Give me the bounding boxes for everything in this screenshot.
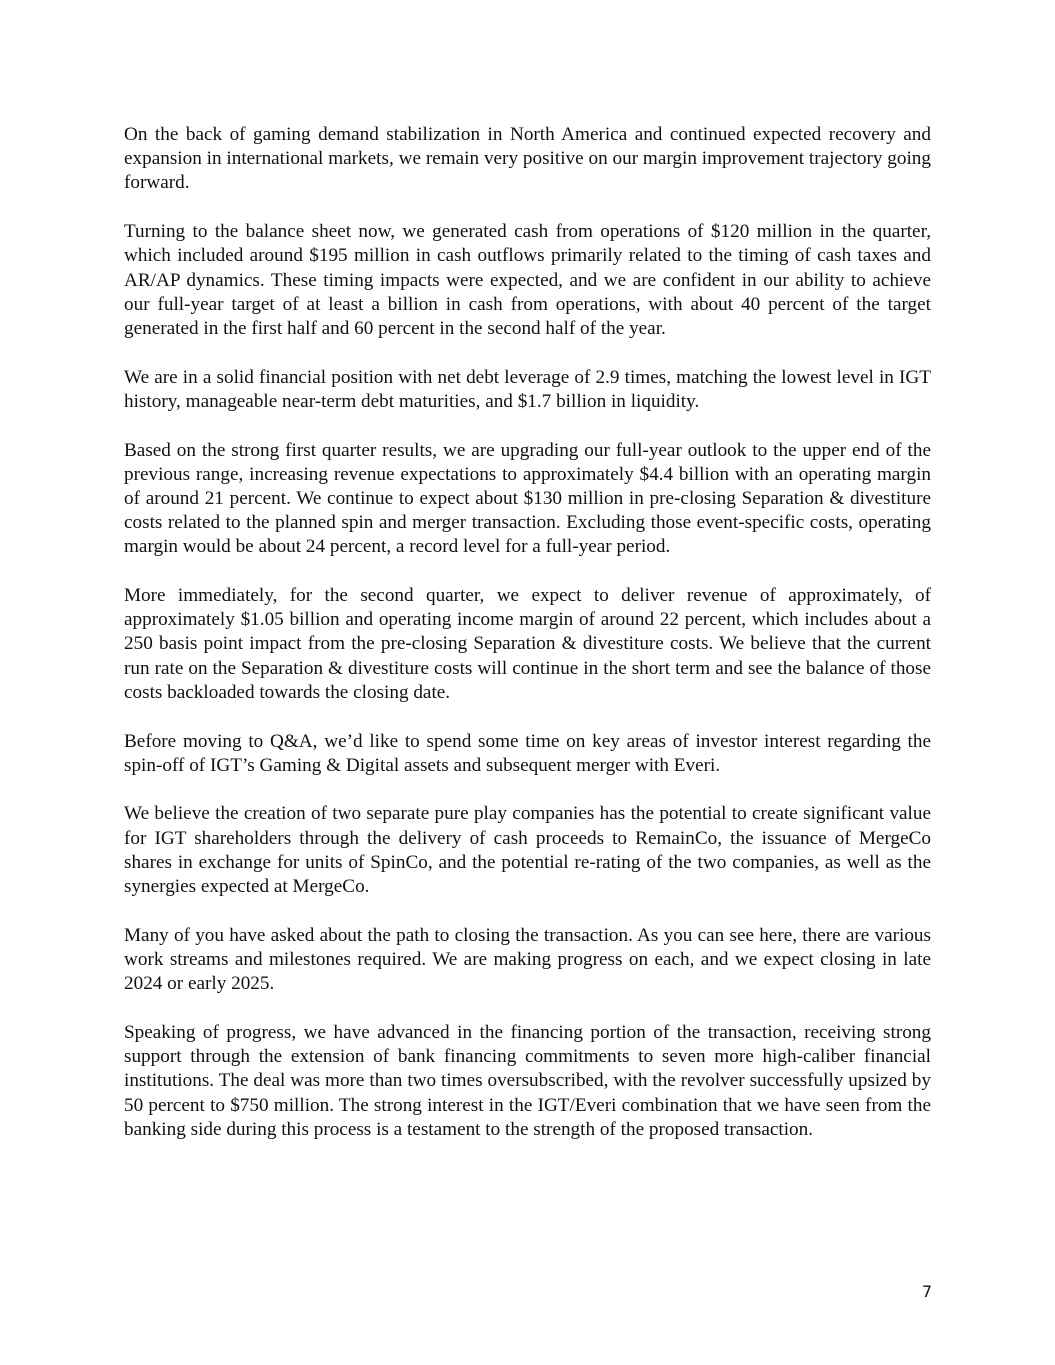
paragraph-second-quarter-outlook: More immediately, for the second quarter, we expect to deliver revenue of approximately, of approximately $1.05 billion and operating income margin of around 22 percent, which includes about a 250 basis point impact from the pre-closing Separation & divestiture costs. We believe that the current run rate on the Separation & divestiture costs will continue in the short term and see the balance of those costs backloaded towards the closing date. xyxy=(124,585,931,703)
paragraph-margin-outlook: On the back of gaming demand stabilization in North America and continued expected recovery and expansion in international markets, we remain very positive on our margin improvement trajectory going forward. xyxy=(124,124,931,194)
paragraph-closing-path: Many of you have asked about the path to closing the transaction. As you can see here, there are various work streams and milestones required. We are making progress on each, and we expect closing in late 2024 or early 2025. xyxy=(124,924,931,995)
document-body xyxy=(124,123,931,1166)
paragraph-spin-off-intro: Before moving to Q&A, we’d like to spend some time on key areas of investor interest regarding the spin-off of IGT’s Gaming & Digital assets and subsequent merger with Everi. xyxy=(124,730,931,776)
paragraph-value-creation: We believe the creation of two separate pure play companies has the potential to create significant value for IGT shareholders through the delivery of cash proceeds to RemainCo, the issuance of MergeCo shares in exchange for units of SpinCo, and the potential re-rating of the two companies, as well as the synergies expected at MergeCo. xyxy=(124,803,931,898)
paragraph-financing-progress: Speaking of progress, we have advanced in the financing portion of the transaction, receiving strong support through the extension of bank financing commitments to seven more high-caliber financial institutions. The deal was more than two times oversubscribed, with the revolver successfully upsized by 50 percent to $750 million. The strong interest in the IGT/Everi combination that we have seen from the banking side during this process is a testament to the strength of the proposed transaction. xyxy=(124,1021,931,1140)
paragraph-full-year-outlook: Based on the strong first quarter results, we are upgrading our full-year outlook to the upper end of the previous range, increasing revenue expectations to approximately $4.4 billion with an operating margin of around 21 percent. We continue to expect about $130 million in pre-closing Separation & divestiture costs related to the planned spin and merger transaction. Excluding those event-specific costs, operating margin would be about 24 percent, a record level for a full-year period. xyxy=(124,439,931,558)
paragraph-cash-from-operations: Turning to the balance sheet now, we generated cash from operations of $120 million in the quarter, which included around $195 million in cash outflows primarily related to the timing of cash taxes and AR/AP dynamics. These timing impacts were expected, and we are confident in our ability to achieve our full-year target of at least a billion in cash from operations, with about 40 percent of the target generated in the first half and 60 percent in the second half of the year. xyxy=(124,221,931,339)
page-number: 7 xyxy=(921,1282,932,1301)
paragraph-financial-position: We are in a solid financial position with net debt leverage of 2.9 times, matching the lowest level in IGT history, manageable near-term debt maturities, and $1.7 billion in liquidity. xyxy=(124,366,931,412)
